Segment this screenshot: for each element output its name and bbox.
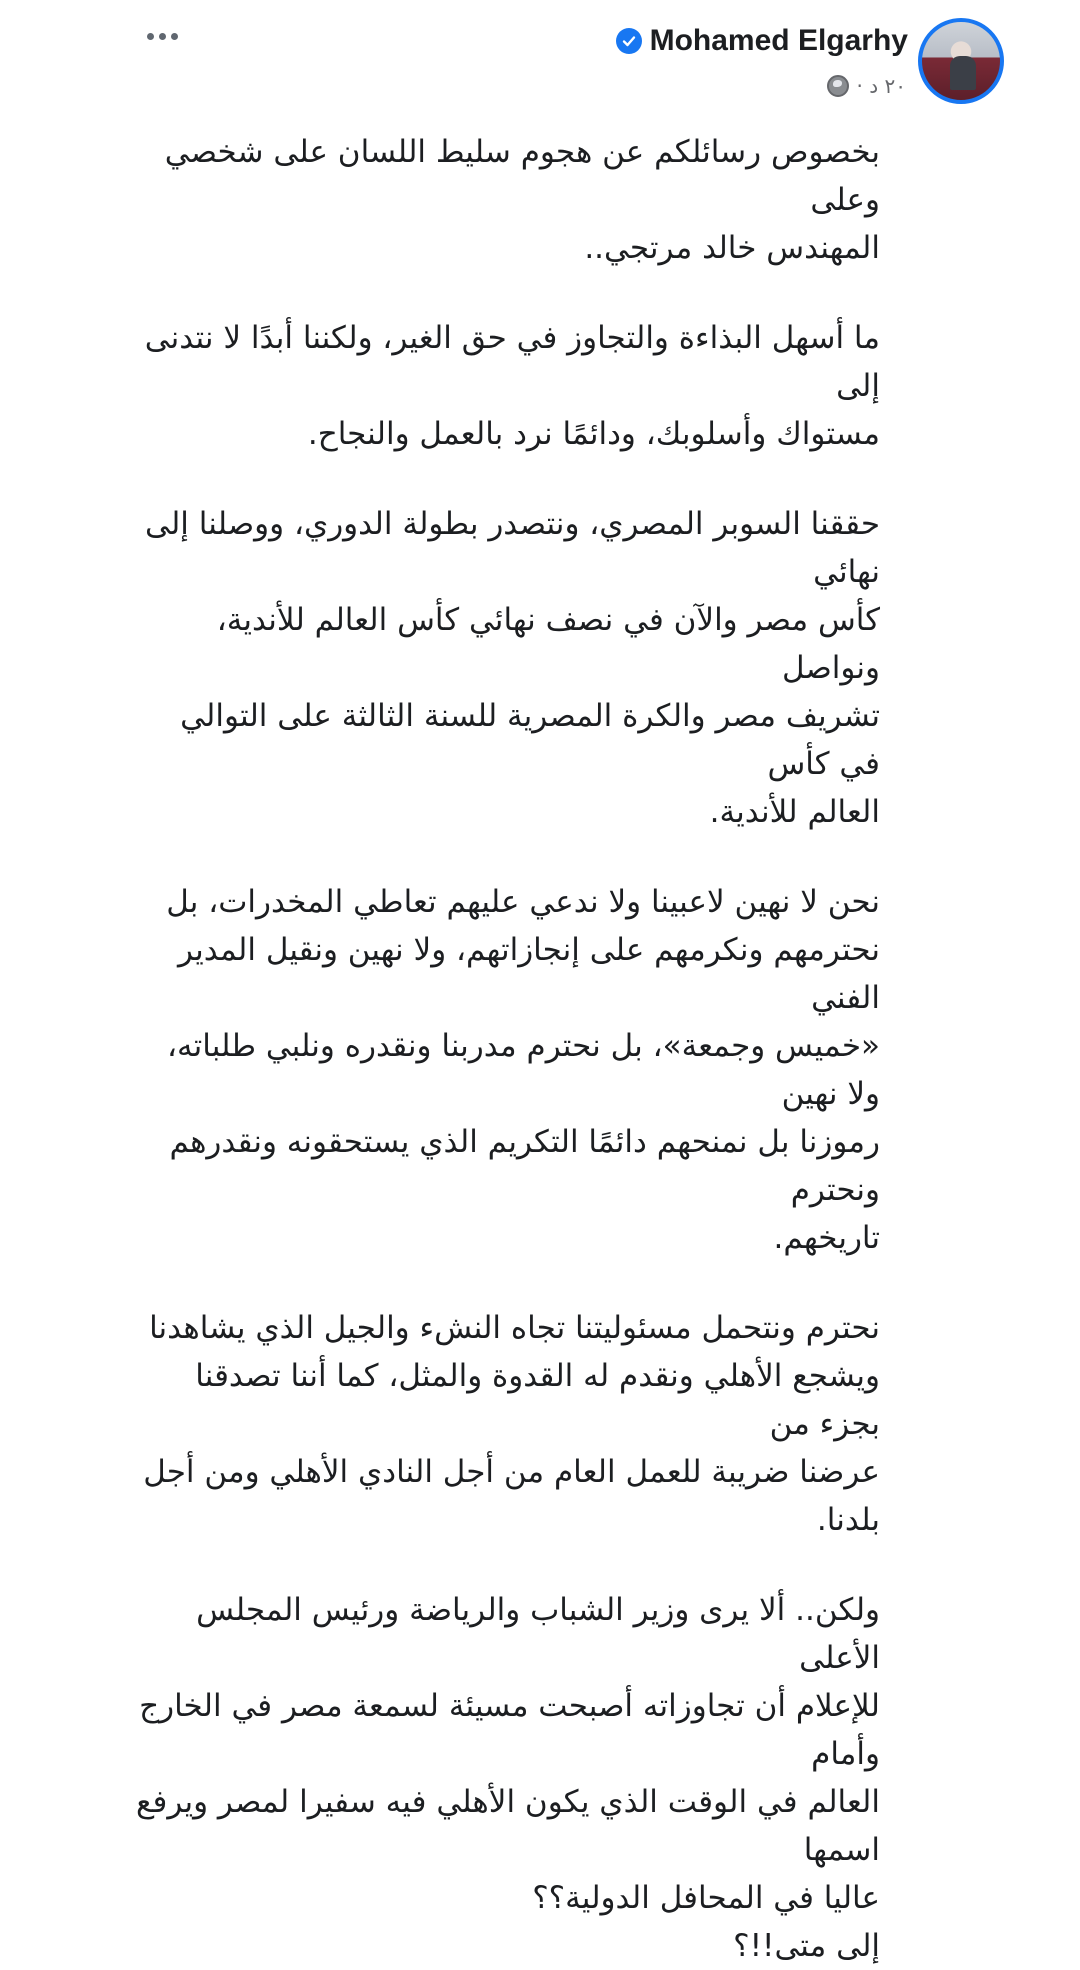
post-meta <box>827 74 906 98</box>
avatar[interactable] <box>918 18 1004 104</box>
globe-icon <box>827 75 849 97</box>
post-paragraph: ما أسهل البذاءة والتجاوز في حق الغير، ولكننا أبدًا لا نتدنى إلى مستواك وأسلوبك، ودائمًا نرد بالعمل والنجاح. <box>144 320 880 452</box>
post-paragraph: بخصوص رسائلكم عن هجوم سليط اللسان على شخصي وعلى المهندس خالد مرتجي.. <box>164 134 880 266</box>
post-paragraph: حققنا السوبر المصري، ونتصدر بطولة الدوري، ووصلنا إلى نهائي كأس مصر والآن في نصف نهائي كأس العالم للأندية، ونواصل تشريف مصر والكرة المصرية للسنة الثالثة على التوالي في كأس العالم للأندية. <box>145 506 880 830</box>
author-name[interactable]: Mohamed Elgarhy <box>649 24 908 57</box>
post-paragraph: نحن لا نهين لاعبينا ولا ندعي عليهم تعاطي المخدرات، بل نحترمهم ونكرمهم على إنجازاتهم، ولا نهين ونقيل المدير الفني «خميس وجمعة»، بل نحترم مدربنا ونقدره ونلبي طلباته، ولا نهين رموزنا بل نمنحهم دائمًا التكريم الذي يستحقونه ونقدرهم ونحترم تاريخهم. <box>166 884 880 1256</box>
post-paragraph: ولكن.. ألا يرى وزير الشباب والرياضة ورئيس المجلس الأعلى للإعلام أن تجاوزاته أصبحت مسيئة لسمعة مصر في الخارج وأمام العالم في الوقت الذي يكون الأهلي فيه سفيرا لمصر ويرفع اسمها عاليا في المحافل الدولية؟؟ إلى متى!!؟ <box>136 1592 880 1964</box>
more-dot <box>171 33 178 40</box>
post-paragraph: نحترم ونتحمل مسئوليتنا تجاه النشء والجيل الذي يشاهدنا ويشجع الأهلي ونقدم له القدوة والمثل، كما أننا تصدقنا بجزء من عرضنا ضريبة للعمل العام من أجل النادي الأهلي ومن أجل بلدنا. <box>143 1310 880 1538</box>
more-options-icon[interactable] <box>140 24 184 48</box>
verified-badge-icon <box>616 28 642 54</box>
post-body <box>136 128 880 1970</box>
author-row <box>616 24 908 58</box>
more-dot <box>159 33 166 40</box>
post-header <box>130 14 940 114</box>
post-timestamp[interactable]: ٢٠ د · <box>856 74 906 98</box>
more-dot <box>147 33 154 40</box>
